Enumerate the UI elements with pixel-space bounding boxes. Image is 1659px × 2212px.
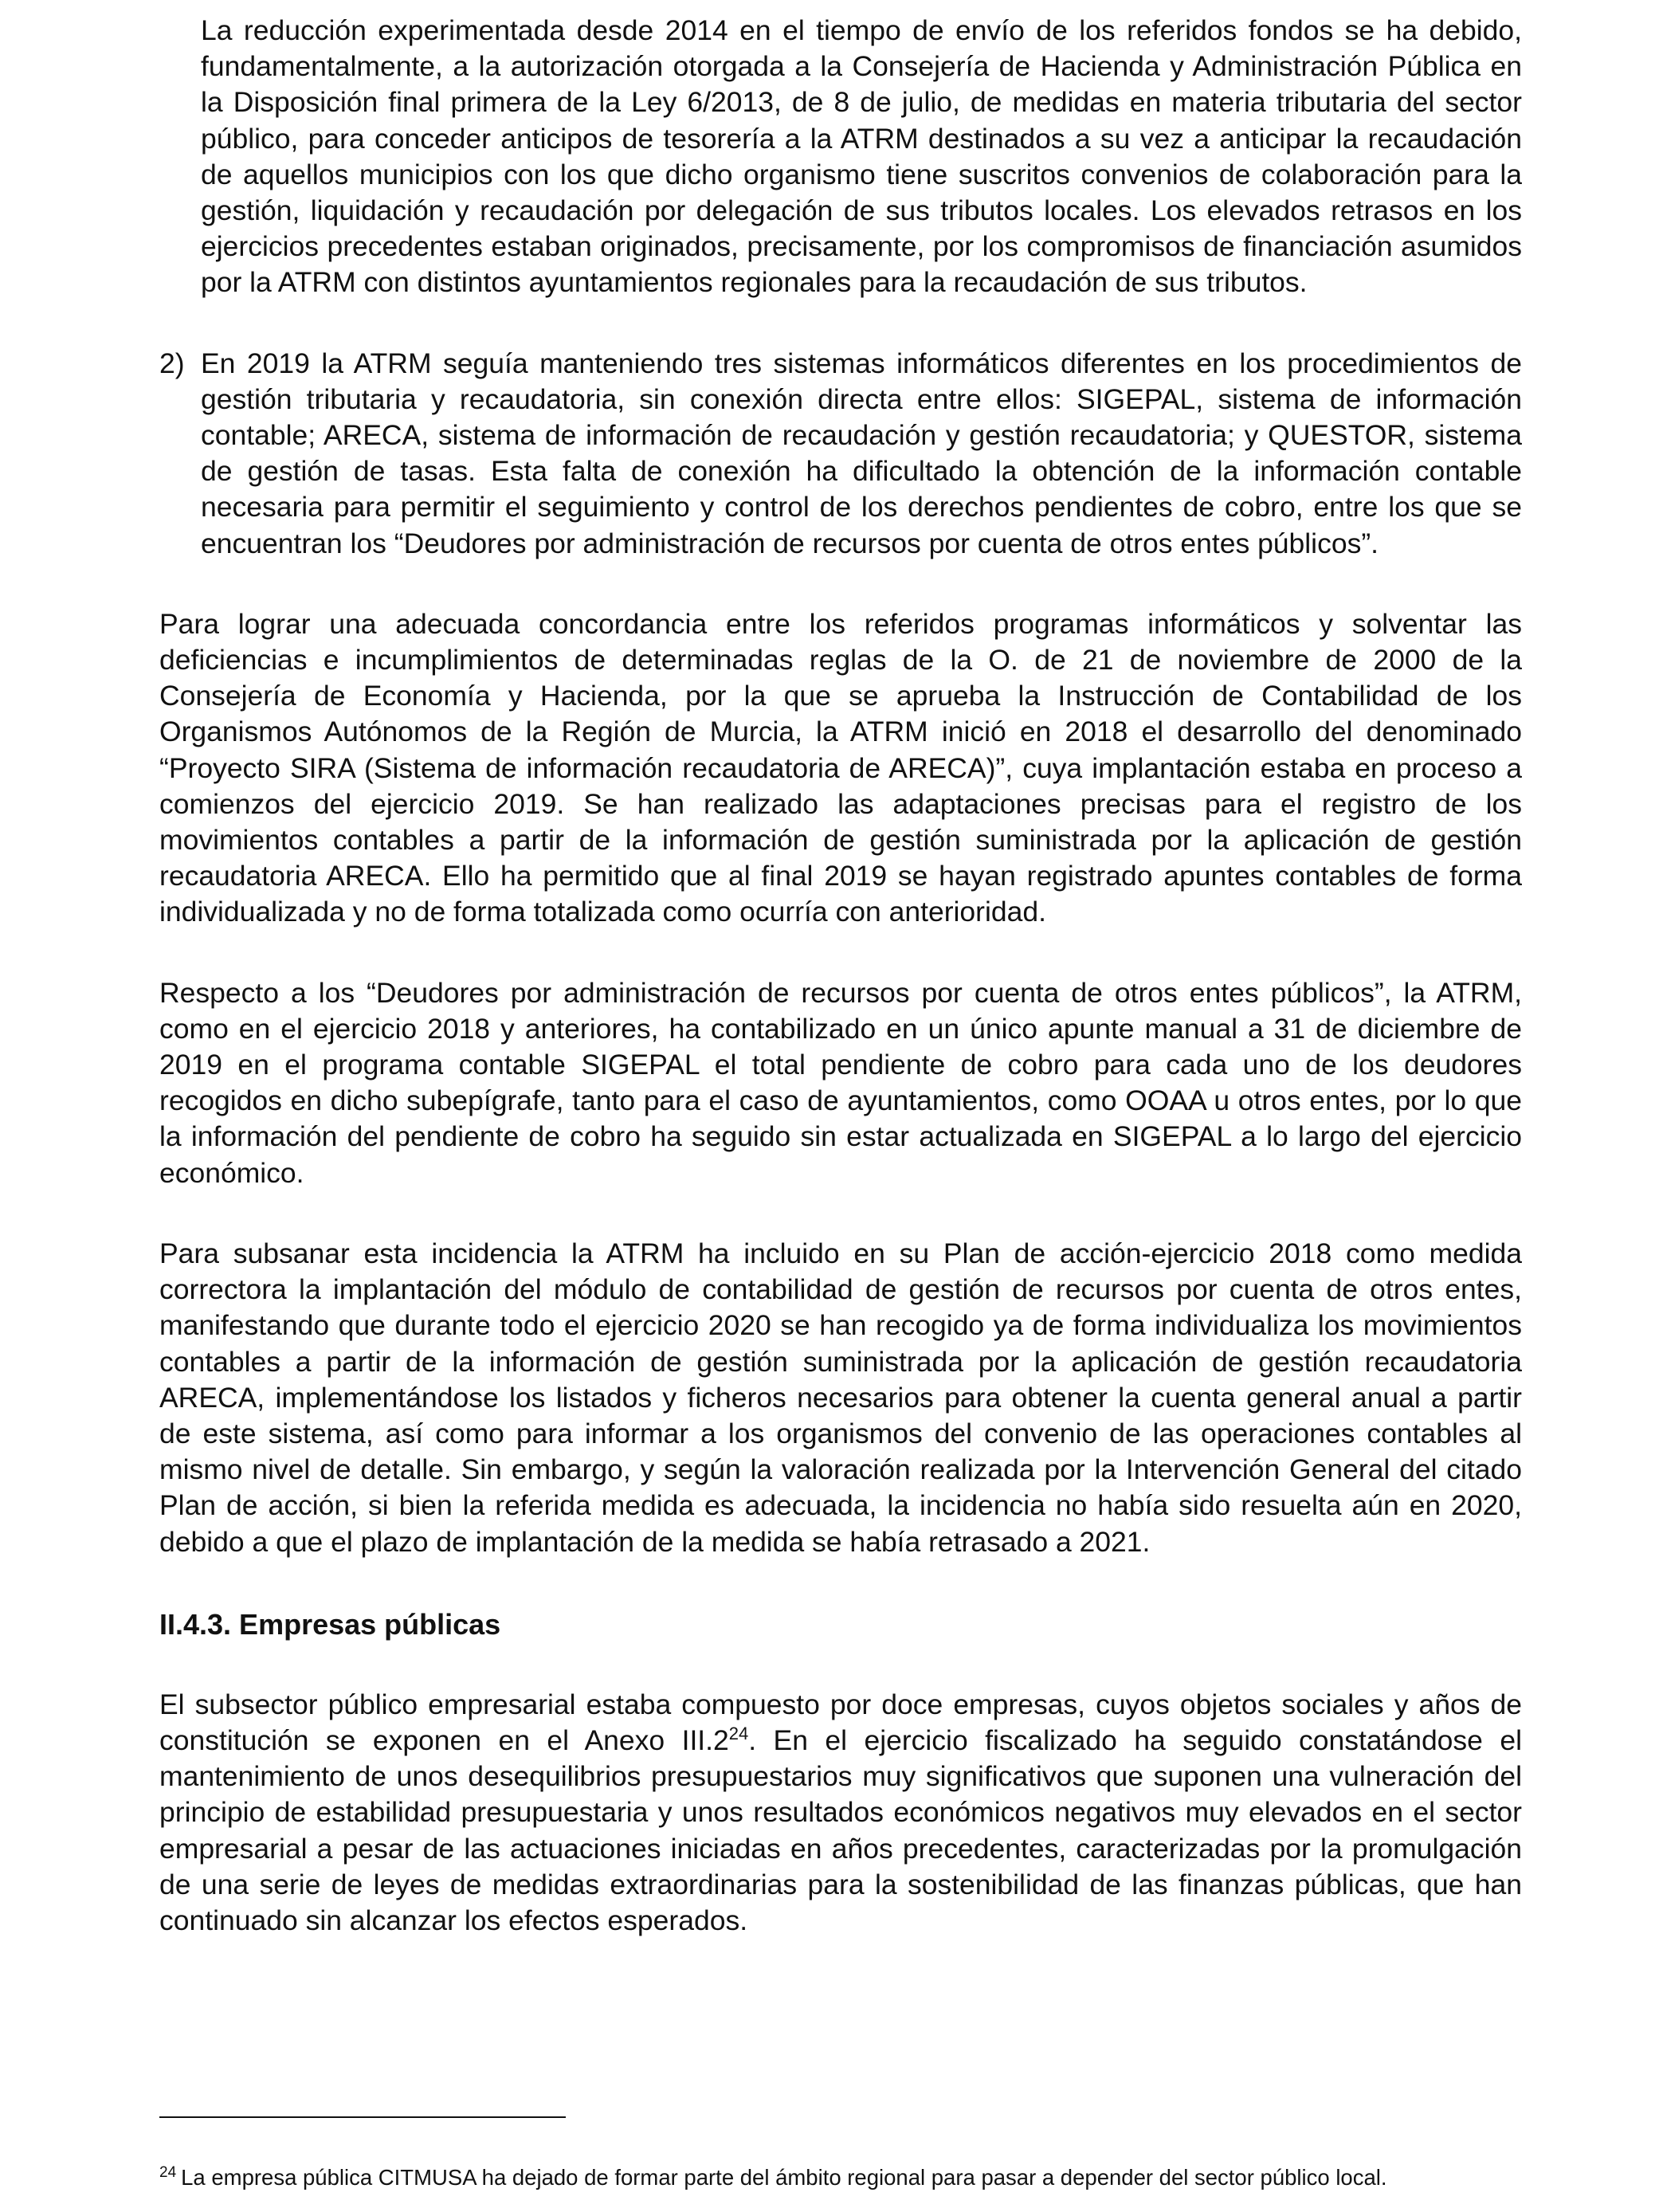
footnote-mark: 24: [159, 2163, 177, 2181]
footnote-reference[interactable]: 24: [728, 1724, 749, 1744]
list-item-text: En 2019 la ATRM seguía manteniendo tres sistemas informáticos diferentes en los procedimientos de gestión tributaria y recaudatoria, sin conexión directa entre ellos: SIGEPAL, sistema de información contable; ARECA, sistema de información de recaudación y gestión recaudatoria; y QUESTOR, sistema de gestión de tasas. Esta falta de conexión ha dificultado la obtención de la información contable necesaria para permitir el seguimiento y control de los derechos pendientes de cobro, entre los que se encuentran los “Deudores por administración de recursos por cuenta de otros entes públicos”.: [201, 347, 1522, 559]
list-item-number: 2): [159, 347, 185, 379]
paragraph-empresas: [159, 1687, 1522, 1939]
paragraph-empresas-start: El subsector público empresarial estaba compuesto por doce empresas, cuyos objetos sociales y años de constitución se exponen en el Anexo III.2: [159, 1688, 1522, 1756]
paragraph-continuation: La reducción experimentada desde 2014 en el tiempo de envío de los referidos fondos se ha debido, fundamentalmente, a la autorización otorgada a la Consejería de Hacienda y Administración Pública en la Disposición final primera de la Ley 6/2013, de 8 de julio, de medidas en materia tributaria del sector público, para conceder anticipos de tesorería a la ATRM destinados a su vez a anticipar la recaudación de aquellos municipios con los que dicho organismo tiene suscritos convenios de colaboración para la gestión, liquidación y recaudación por delegación de sus tributos locales. Los elevados retrasos en los ejercicios precedentes estaban originados, precisamente, por los compromisos de financiación asumidos por la ATRM con distintos ayuntamientos regionales para la recaudación de sus tributos.: [201, 14, 1522, 299]
footnote: [159, 2164, 1522, 2191]
paragraph-deudores: Respecto a los “Deudores por administración de recursos por cuenta de otros entes públicos”, la ATRM, como en el ejercicio 2018 y anteriores, ha contabilizado en un único apunte manual a 31 de diciembre de 2019 en el programa contable SIGEPAL el total pendiente de cobro para cada uno de los deudores recogidos en dicho subepígrafe, tanto para el caso de ayuntamientos, como OOAA u otros entes, por lo que la información del pendiente de cobro ha seguido sin estar actualizada en SIGEPAL a lo largo del ejercicio económico.: [159, 976, 1522, 1189]
paragraph-empresas-end: . En el ejercicio fiscalizado ha seguido constatándose el mantenimiento de unos desequilibrios presupuestarios muy significativos que suponen una vulneración del principio de estabilidad presupuestaria y unos resultados económicos negativos muy elevados en el sector empresarial a pesar de las actuaciones iniciadas en años precedentes, caracterizadas por la promulgación de una serie de leyes de medidas extraordinarias para la sostenibilidad de las finanzas públicas, que han continuado sin alcanzar los efectos esperados.: [159, 1724, 1522, 1936]
document-page: [159, 13, 1522, 2196]
paragraph-sira-project: Para lograr una adecuada concordancia entre los referidos programas informáticos y solventar las deficiencias e incumplimientos de determinadas reglas de la O. de 21 de noviembre de 2000 de la Consejería de Economía y Hacienda, por la que se aprueba la Instrucción de Contabilidad de los Organismos Autónomos de la Región de Murcia, la ATRM inició en 2018 el desarrollo del denominado “Proyecto SIRA (Sistema de información recaudatoria de ARECA)”, cuya implantación estaba en proceso a comienzos del ejercicio 2019. Se han realizado las adaptaciones precisas para el registro de los movimientos contables a partir de la información de gestión suministrada por la aplicación de gestión recaudatoria ARECA. Ello ha permitido que al final 2019 se hayan registrado apuntes contables de forma individualizada y no de forma totalizada como ocurría con anterioridad.: [159, 607, 1522, 928]
section-heading: II.4.3. Empresas públicas: [159, 1607, 501, 1641]
list-item-2: [159, 346, 1522, 562]
footnote-divider: [159, 2116, 566, 2118]
paragraph-plan-accion: Para subsanar esta incidencia la ATRM ha incluido en su Plan de acción-ejercicio 2018 como medida correctora la implantación del módulo de contabilidad de gestión de recursos por cuenta de otros entes, manifestando que durante todo el ejercicio 2020 se han recogido ya de forma individualiza los movimientos contables a partir de la información de gestión suministrada por la aplicación de gestión recaudatoria ARECA, implementándose los listados y ficheros necesarios para obtener la cuenta general anual a partir de este sistema, así como para informar a los organismos del convenio de las operaciones contables al mismo nivel de detalle. Sin embargo, y según la valoración realizada por la Intervención General del citado Plan de acción, si bien la referida medida es adecuada, la incidencia no había sido resuelta aún en 2020, debido a que el plazo de implantación de la medida se había retrasado a 2021.: [159, 1237, 1522, 1558]
footnote-text: La empresa pública CITMUSA ha dejado de formar parte del ámbito regional para pasar a depender del sector público local.: [181, 2165, 1387, 2190]
